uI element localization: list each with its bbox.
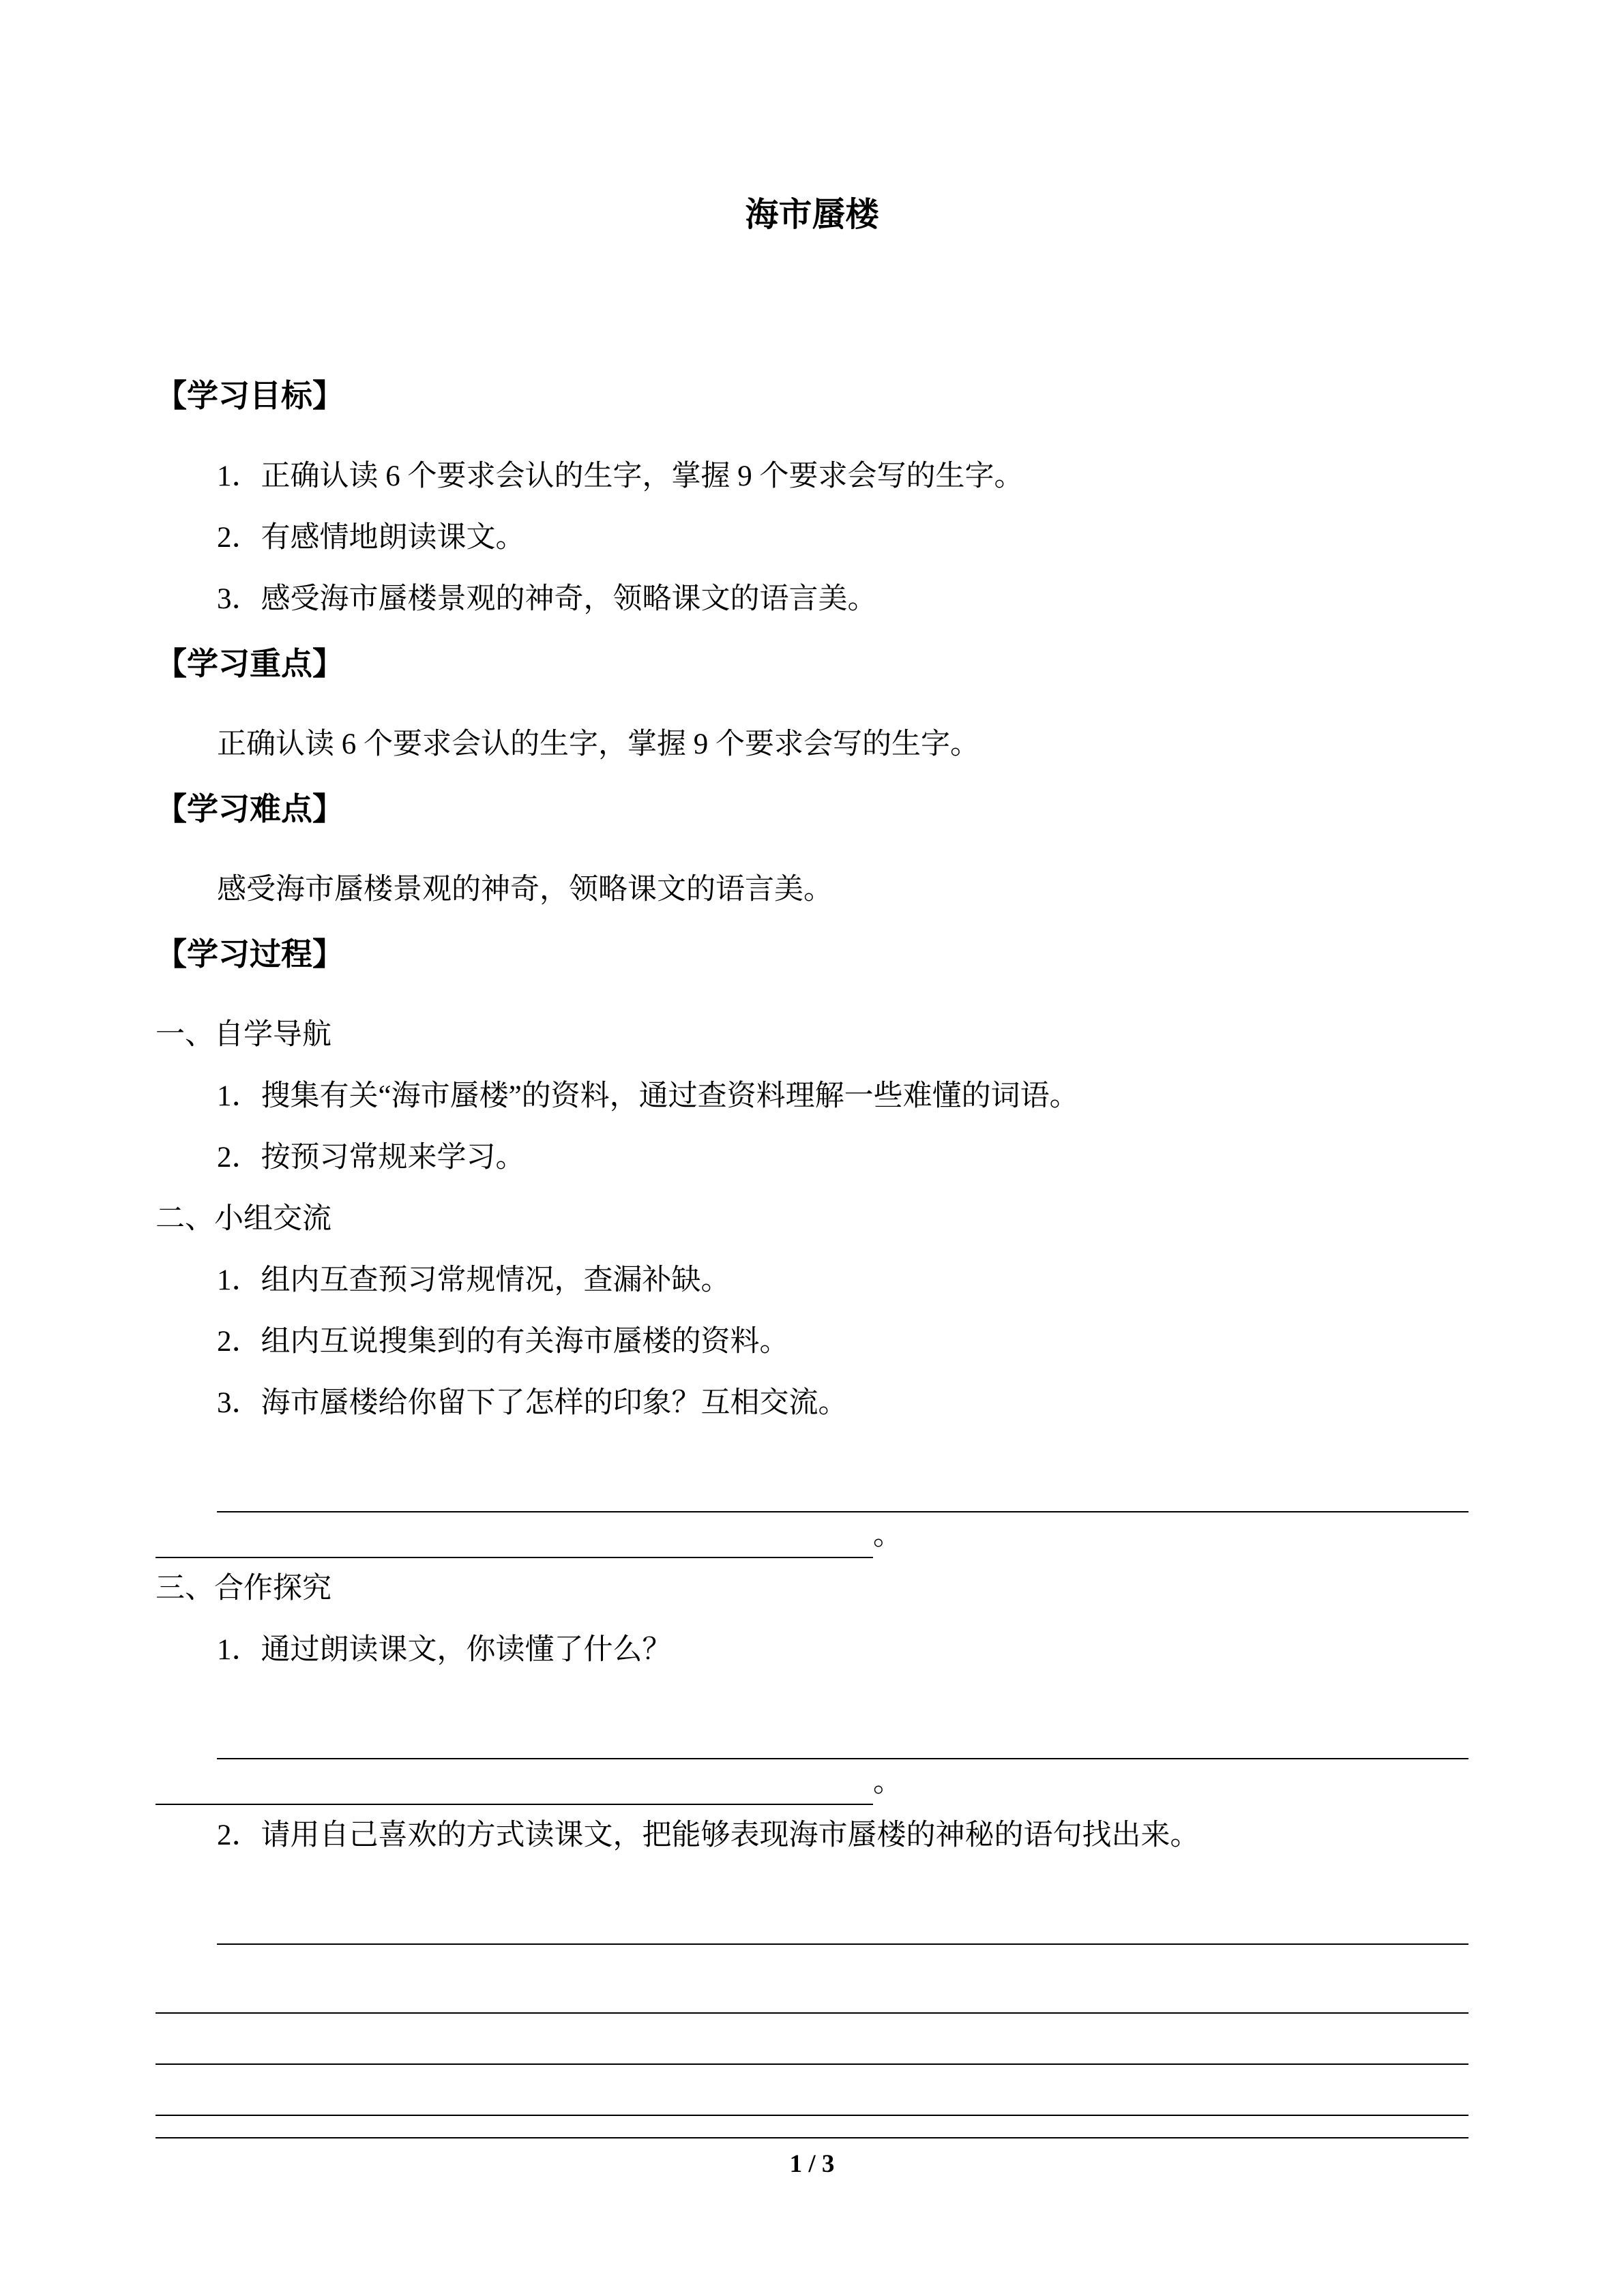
group-exchange-item-2: 2．组内互说搜集到的有关海市蜃楼的资料。	[217, 1326, 789, 1358]
answer-blank-line	[156, 2065, 1468, 2116]
goals-item-3: 3．感受海市蜃楼景观的神奇，领略课文的语言美。	[217, 583, 877, 615]
page-footer	[156, 2137, 1468, 2179]
section-heading-key-points: 【学习重点】	[156, 646, 344, 681]
subsection-heading-self-study: 一、自学导航	[156, 1019, 331, 1051]
section-heading-difficulties: 【学习难点】	[156, 792, 344, 826]
answer-blank-line	[217, 1899, 1468, 1945]
self-study-item-2: 2．按预习常规来学习。	[217, 1142, 525, 1174]
page-number: 1 / 3	[789, 2150, 835, 2178]
goals-item-1: 1．正确认读 6 个要求会认的生字，掌握 9 个要求会写的生字。	[217, 460, 1024, 492]
answer-blank-line	[156, 1963, 1468, 2014]
section-heading-process: 【学习过程】	[156, 937, 344, 972]
group-exchange-item-1: 1．组内互查预习常规情况，查漏补缺。	[217, 1264, 730, 1296]
answer-blank-line	[217, 1467, 1468, 1512]
answer-blank-line	[156, 2014, 1468, 2065]
answer-blank-underline	[156, 1761, 873, 1805]
blank-line-period: 。	[873, 1519, 902, 1551]
cooperative-inquiry-item-2: 2．请用自己喜欢的方式读课文，把能够表现海市蜃楼的神秘的语句找出来。	[217, 1819, 1200, 1851]
key-points-body: 正确认读 6 个要求会认的生字，掌握 9 个要求会写的生字。	[217, 728, 979, 760]
answer-blank-underline	[156, 1515, 873, 1558]
section-heading-goals: 【学习目标】	[156, 378, 344, 413]
difficulties-body: 感受海市蜃楼景观的神奇，领略课文的语言美。	[217, 874, 833, 906]
answer-blank-line-end	[156, 1759, 1468, 1805]
subsection-heading-cooperative-inquiry: 三、合作探究	[156, 1572, 331, 1605]
group-exchange-item-3: 3．海市蜃楼给你留下了怎样的印象？互相交流。	[217, 1387, 848, 1419]
goals-item-2: 2．有感情地朗读课文。	[217, 522, 525, 554]
self-study-item-1: 1．搜集有关“海市蜃楼”的资料，通过查资料理解一些难懂的词语。	[217, 1080, 1079, 1112]
cooperative-inquiry-item-1: 1．通过朗读课文，你读懂了什么？	[217, 1634, 672, 1666]
blank-line-period: 。	[873, 1766, 902, 1798]
answer-blank-line	[217, 1714, 1468, 1759]
page-title: 海市蜃楼	[745, 196, 879, 233]
answer-blank-line-end	[156, 1512, 1468, 1558]
subsection-heading-group-exchange: 二、小组交流	[156, 1203, 331, 1235]
